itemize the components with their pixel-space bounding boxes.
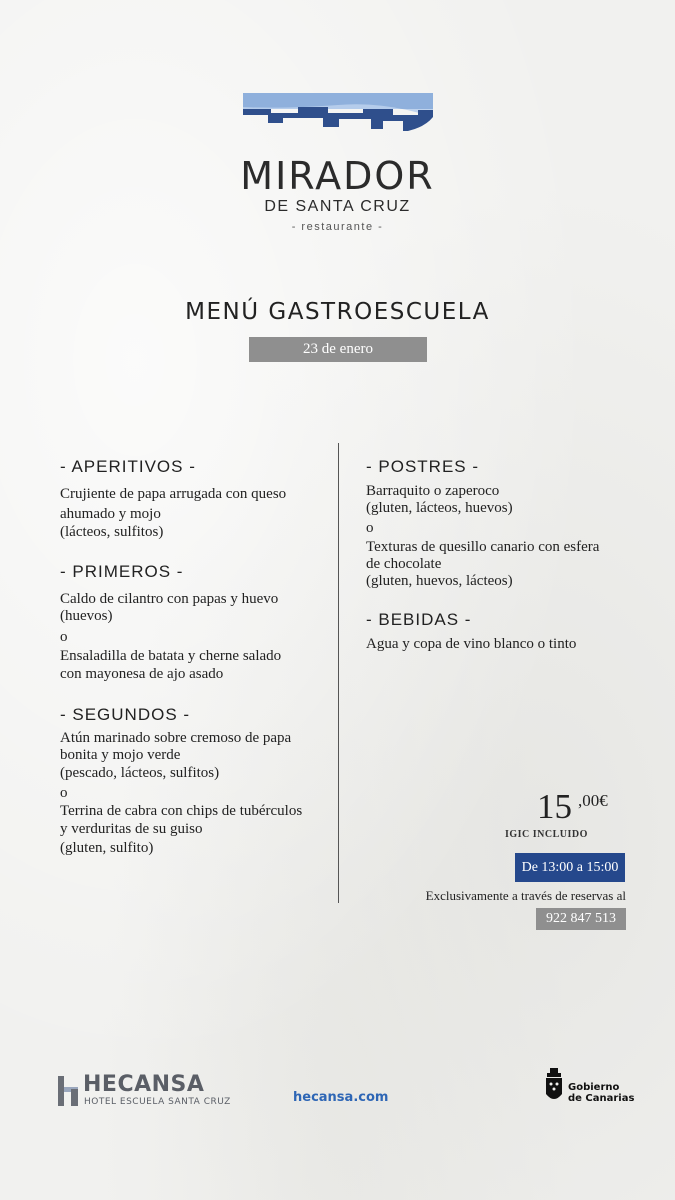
segundos-allergens: (pescado, lácteos, sulfitos) [60, 765, 220, 781]
gobierno-shield-icon [543, 1068, 565, 1104]
primeros-item: Ensaladilla de batata y cherne salado [60, 648, 282, 664]
gobierno-name [568, 1082, 634, 1104]
heading-aperitivos: - APERITIVOS - [60, 457, 196, 476]
price-whole: 15 [537, 787, 572, 826]
reservation-note: Exclusivamente a través de reservas al [425, 888, 626, 903]
postres-allergens: (gluten, lácteos, huevos) [366, 500, 513, 516]
tax-note: IGIC INCLUIDO [505, 829, 588, 840]
aperitivos-item: Crujiente de papa arrugada con queso [60, 486, 287, 502]
mirador-logo-icon [243, 93, 433, 133]
primeros-or: o [60, 629, 68, 645]
postres-or: o [366, 520, 374, 536]
gobierno-line1: Gobierno [568, 1082, 620, 1093]
brand-subtitle: DE SANTA CRUZ [264, 198, 411, 215]
price-decimal: ,00€ [578, 791, 608, 810]
postres-item: Barraquito o zaperoco [366, 483, 500, 499]
postres-item: de chocolate [366, 556, 442, 572]
hecansa-subtitle: HOTEL ESCUELA SANTA CRUZ [84, 1097, 231, 1107]
date-badge: 23 de enero [249, 337, 427, 362]
website-link[interactable]: hecansa.com [293, 1090, 389, 1105]
heading-bebidas: - BEBIDAS - [366, 610, 472, 629]
phone-badge[interactable]: 922 847 513 [536, 908, 626, 930]
heading-primeros: - PRIMEROS - [60, 562, 184, 581]
primeros-item: con mayonesa de ajo asado [60, 666, 224, 682]
brand-tagline: - restaurante - [291, 221, 384, 233]
segundos-item: y verduritas de su guiso [60, 821, 203, 837]
postres-allergens: (gluten, huevos, lácteos) [366, 573, 513, 589]
heading-postres: - POSTRES - [366, 457, 480, 476]
brand-title: MIRADOR [240, 154, 435, 198]
primeros-allergens: (huevos) [60, 608, 113, 624]
menu-title: MENÚ GASTROESCUELA [185, 299, 490, 325]
hecansa-name: HECANSA [83, 1072, 205, 1097]
column-divider [338, 443, 339, 903]
segundos-item: bonita y mojo verde [60, 747, 181, 763]
primeros-item: Caldo de cilantro con papas y huevo [60, 591, 279, 607]
hours-badge: De 13:00 a 15:00 [515, 853, 625, 882]
bebidas-item: Agua y copa de vino blanco o tinto [366, 636, 577, 652]
gobierno-line2: de Canarias [568, 1093, 635, 1104]
segundos-allergens: (gluten, sulfito) [60, 840, 154, 856]
aperitivos-allergens: (lácteos, sulfitos) [60, 524, 164, 540]
heading-segundos: - SEGUNDOS - [60, 705, 191, 724]
segundos-item: Terrina de cabra con chips de tubérculos [60, 803, 303, 819]
postres-item: Texturas de quesillo canario con esfera [366, 539, 600, 555]
segundos-or: o [60, 785, 68, 801]
aperitivos-item: ahumado y mojo [60, 506, 161, 522]
hecansa-logo-icon [58, 1076, 78, 1106]
segundos-item: Atún marinado sobre cremoso de papa [60, 730, 292, 746]
